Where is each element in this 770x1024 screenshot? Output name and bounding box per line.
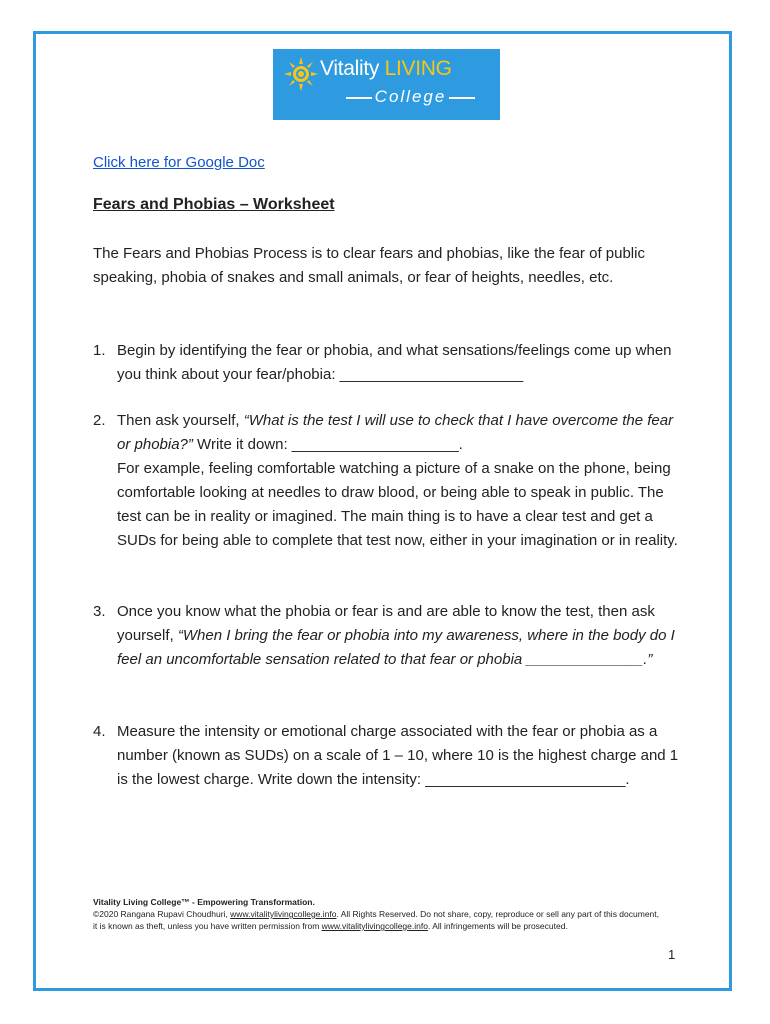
page-number: 1 [668, 947, 676, 962]
google-doc-link[interactable]: Click here for Google Doc [93, 154, 265, 171]
footer-link[interactable]: www.vitalitylivingcollege.info [321, 921, 428, 931]
logo-subtitle: College [333, 87, 488, 107]
footer: Vitality Living College™ - Empowering Transformation. ©2020 Rangana Rupavi Choudhuri, www.vitalitylivingcollege.info. All Rights Reserved. Do not share, copy, reproduce or sell any part of this document, it is known as theft, unless you have written permission from www.vitalitylivingcollege.info. All infringements will be prosecuted. [93, 897, 659, 931]
footer-link[interactable]: www.vitalitylivingcollege.info [230, 909, 337, 919]
worksheet-title: Fears and Phobias – Worksheet [93, 196, 335, 213]
logo-title: Vitality LIVING [320, 57, 452, 80]
example-paragraph: For example, feeling comfortable watching a picture of a snake on the phone, being comfortable looking at needles to draw blood, or being able to speak in public. The test can be in reality or imagined. The main thing is to have a clear test and get a SUDs for being able to complete that test now, either in your imagination or in reality. [117, 460, 678, 549]
list-item: 1. Begin by identifying the fear or phobia, and what sensations/feelings come up when you think about your fear/phobia: ______________________ [93, 342, 672, 383]
list-item: 3. Once you know what the phobia or fear is and are able to know the test, then ask yourself, “When I bring the fear or phobia into my awareness, where in the body do I feel an uncomfortable sensation related to that fear or phobia ______________.” [93, 603, 675, 668]
college-logo [273, 49, 500, 120]
list-item: 2. Then ask yourself, “What is the test I will use to check that I have overcome the fear or phobia?” Write it down: ____________________. For example, feeling comfortable watching a picture of a snake on the phone, being comfortable looking at needles to draw blood, or being able to speak in public. The test can be in reality or imagined. The main thing is to have a clear test and get a SUDs for being able to complete that test now, either in your imagination or in reality. [93, 409, 683, 553]
list-item: 4. Measure the intensity or emotional charge associated with the fear or phobia as a number (known as SUDs) on a scale of 1 – 10, where 10 is the highest charge and 1 is the lowest charge. Write down the intensity: ________________________. [93, 723, 679, 788]
sun-icon [283, 56, 319, 92]
intro-paragraph: The Fears and Phobias Process is to clear fears and phobias, like the fear of public speaking, phobia of snakes and small animals, or fear of heights, needles, etc. [93, 245, 645, 286]
